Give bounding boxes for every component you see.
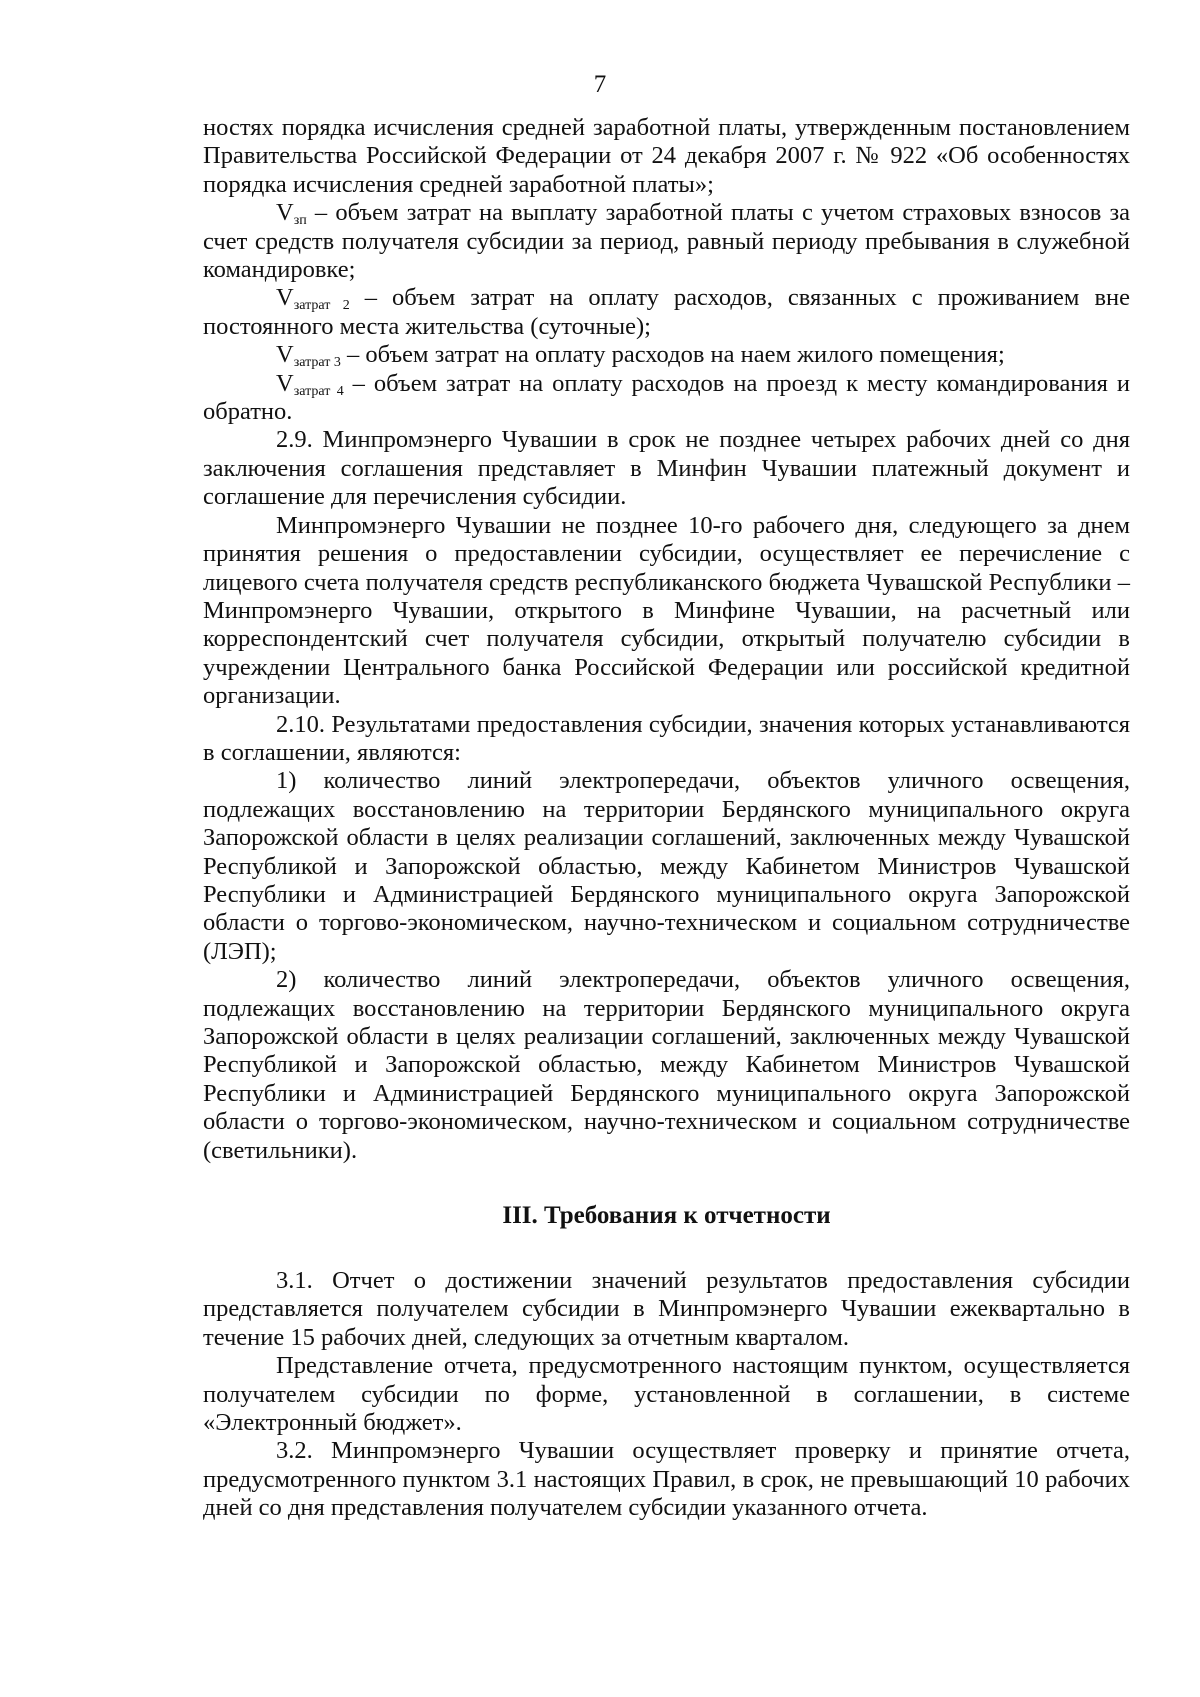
paragraph [203, 711, 1130, 768]
paragraph [203, 1267, 1130, 1352]
paragraphs-bottom [203, 1267, 1130, 1523]
paragraph [203, 284, 1130, 341]
paragraph-text: Минпромэнерго Чувашии не позднее 10-го рабочего дня, следующего за днем принятия решения о предоставлении субсидии, осуществляет ее перечисление с лицевого счета получателя средств республиканского бюджета Чувашской Республики – Минпромэнерго Чувашии, открытого в Минфине Чувашии, на расчетный или корреспондентский счет получателя субсидии, открытый получателю субсидии в учреждении Центрального банка Российской Федерации или российской кредитной организации. [203, 511, 1130, 710]
paragraph-text: ностях порядка исчисления средней заработной платы, утвержденным постановлением Правительства Российской Федерации от 24 декабря 2007 г. № 922 «Об особенностях порядка исчисления средней заработной платы»; [203, 114, 1130, 198]
section-heading: III. Требования к отчетности [502, 1202, 831, 1230]
paragraph [203, 426, 1130, 511]
paragraph [203, 966, 1130, 1165]
formula-variable: V [276, 341, 294, 369]
formula-variable-subscript: затрат 4 [293, 383, 344, 399]
paragraph [203, 341, 1130, 369]
formula-variable-subscript: зп [293, 213, 307, 229]
paragraph-text: Представление отчета, предусмотренного настоящим пунктом, осуществляется получателем субсидии по форме, установленной в соглашении, в системе «Электронный бюджет». [203, 1352, 1130, 1437]
paragraph-text: 2.9. Минпромэнерго Чувашии в срок не позднее четырех рабочих дней со дня заключения соглашения представляет в Минфин Чувашии платежный документ и соглашение для перечисления субсидии. [203, 426, 1130, 511]
formula-variable: V [276, 369, 294, 397]
paragraph-text: – объем затрат на оплату расходов на наем жилого помещения; [340, 341, 1005, 369]
formula-variable-subscript: затрат 3 [293, 355, 341, 371]
paragraph-text: – объем затрат на оплату расходов, связанных с проживанием вне постоянного места жительства (суточные); [203, 284, 1130, 340]
paragraph [203, 512, 1130, 711]
paragraph-text: 3.2. Минпромэнерго Чувашии осуществляет проверку и принятие отчета, предусмотренного пунктом 3.1 настоящих Правил, в срок, не превышающий 10 рабочих дней со дня представления получателем субсидии указанного отчета. [203, 1437, 1130, 1522]
formula-variable-subscript: затрат 2 [293, 298, 350, 314]
paragraph [203, 370, 1130, 427]
paragraph [203, 199, 1130, 284]
paragraph [203, 1352, 1130, 1437]
page-number: 7 [593, 71, 607, 98]
paragraph-text: 2) количество линий электропередачи, объектов уличного освещения, подлежащих восстановлению на территории Бердянского муниципального округа Запорожской области в целях реализации соглашений, заключенных между Чувашской Республикой и Запорожской областью, между Кабинетом Министров Чувашской Республики и Администрацией Бердянского муниципального округа Запорожской области о торгово-экономическом, научно-техническом и социальном сотрудничестве (светильники). [203, 966, 1130, 1164]
formula-variable: V [276, 284, 294, 312]
formula-variable: V [276, 199, 294, 227]
paragraph-text: 3.1. Отчет о достижении значений результатов предоставления субсидии представляется получателем субсидии в Минпромэнерго Чувашии ежеквартально в течение 15 рабочих дней, следующих за отчетным кварталом. [203, 1267, 1130, 1351]
paragraph-text: 2.10. Результатами предоставления субсидии, значения которых устанавливаются в соглашении, являются: [203, 710, 1130, 766]
paragraph-text: 1) количество линий электропередачи, объектов уличного освещения, подлежащих восстановлению на территории Бердянского муниципального округа Запорожской области в целях реализации соглашений, заключенных между Чувашской Республикой и Запорожской областью, между Кабинетом Министров Чувашской Республики и Администрацией Бердянского муниципального округа Запорожской области о торгово-экономическом, научно-техническом и социальном сотрудничестве (ЛЭП); [203, 767, 1130, 965]
paragraphs-top [203, 114, 1130, 1165]
paragraph [203, 114, 1130, 199]
paragraph [203, 767, 1130, 966]
paragraph-text: – объем затрат на выплату заработной платы с учетом страховых взносов за счет средств получателя субсидии за период, равный периоду пребывания в служебной командировке; [203, 199, 1130, 284]
paragraph-text: – объем затрат на оплату расходов на проезд к месту командирования и обратно. [203, 369, 1130, 426]
paragraph [203, 1437, 1130, 1522]
document-body [203, 114, 1130, 1523]
